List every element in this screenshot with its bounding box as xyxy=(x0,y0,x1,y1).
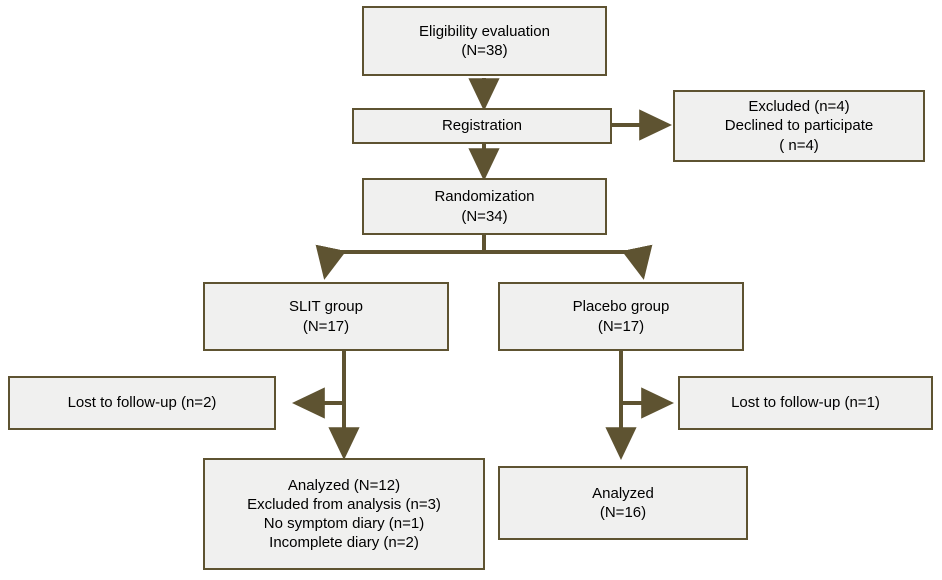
node-analyzed-slit xyxy=(203,458,485,570)
node-randomization xyxy=(362,178,607,235)
node-registration-line-1: Registration xyxy=(441,117,523,135)
node-analyzed-placebo xyxy=(498,466,748,540)
node-excluded xyxy=(673,90,925,162)
node-slit-group xyxy=(203,282,449,351)
node-slit-group-line-1: SLIT group xyxy=(289,298,363,316)
node-randomization-line-2: (N=34) xyxy=(461,207,508,225)
node-eligibility-line-2: (N=38) xyxy=(461,42,508,59)
node-analyzed-slit-line-4: Incomplete diary (n=2) xyxy=(269,534,419,552)
node-lost-slit-line-1: Lost to follow-up (n=2) xyxy=(67,394,217,412)
node-analyzed-placebo-line-1: Analyzed xyxy=(592,484,654,502)
node-lost-placebo-line-1: Lost to follow-up (n=1) xyxy=(731,394,880,412)
node-lost-slit xyxy=(8,376,276,430)
node-analyzed-slit-line-2: Excluded from analysis (n=3) xyxy=(247,495,441,513)
node-analyzed-slit-line-3: No symptom diary (n=1) xyxy=(263,515,425,532)
node-analyzed-placebo-line-2: (N=16) xyxy=(599,504,647,521)
node-excluded-line-2: Declined to participate xyxy=(724,117,874,135)
edge-to-placebo-group xyxy=(638,252,643,276)
node-registration xyxy=(352,108,612,144)
node-lost-placebo xyxy=(678,376,933,430)
node-placebo-group-line-1: Placebo group xyxy=(572,298,670,316)
node-analyzed-slit-line-1: Analyzed (N=12) xyxy=(287,476,401,494)
node-randomization-line-1: Randomization xyxy=(434,188,535,206)
node-excluded-line-1: Excluded (n=4) xyxy=(748,98,850,116)
node-slit-group-line-2: (N=17) xyxy=(302,317,350,335)
edge-to-slit-group xyxy=(325,252,330,276)
node-placebo-group xyxy=(498,282,744,351)
node-placebo-group-line-2: (N=17) xyxy=(597,317,645,335)
node-excluded-line-3: ( n=4) xyxy=(779,136,819,154)
node-eligibility xyxy=(362,6,607,76)
node-eligibility-line-1: Eligibility evaluation xyxy=(419,22,550,40)
